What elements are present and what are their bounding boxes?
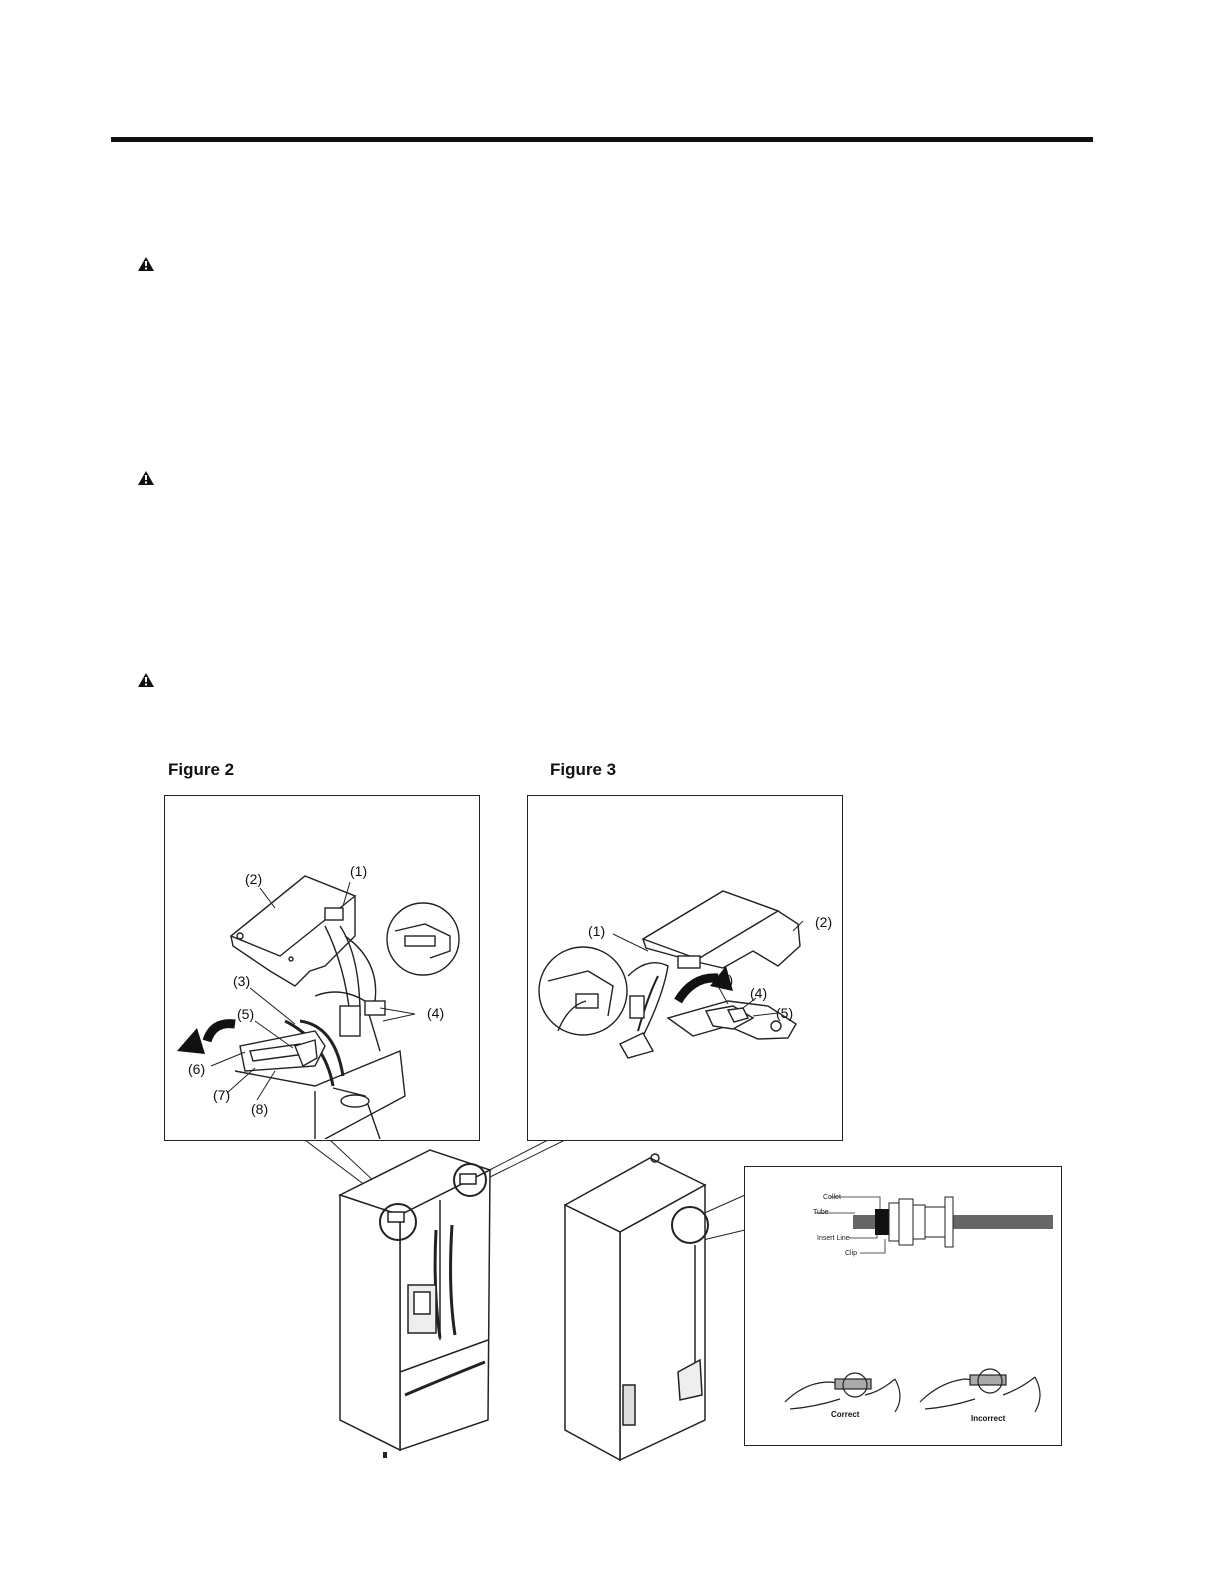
figure-3-illustration [528, 796, 841, 1139]
fig3-callout-3: (3) [716, 972, 734, 988]
correct-hands-illustration [785, 1373, 900, 1412]
fig2-callout-6: (6) [188, 1061, 206, 1077]
clip-label: Clip [845, 1250, 858, 1257]
correct-label: Correct [831, 1410, 860, 1419]
fig2-callout-4: (4) [427, 1005, 445, 1021]
figure-3-label: Figure 3 [550, 760, 617, 779]
rear-refrigerator [565, 1154, 708, 1460]
fig2-callout-2: (2) [245, 871, 263, 887]
figure-2-label: Figure 2 [168, 760, 235, 779]
tube-label: Tube [813, 1209, 829, 1216]
figure-2-illustration [165, 796, 478, 1139]
fig2-callout-5: (5) [237, 1006, 255, 1022]
figure-3-panel [527, 795, 843, 1141]
detail-panel [744, 1166, 1062, 1446]
fig2-callout-7: (7) [213, 1087, 231, 1103]
figure-2-panel [164, 795, 480, 1141]
fig2-callout-1: (1) [350, 863, 368, 879]
incorrect-hands-illustration [920, 1369, 1040, 1412]
incorrect-label: Incorrect [971, 1414, 1006, 1423]
tube-fitting-detail [745, 1167, 1060, 1444]
insert-line-label: Insert Line [817, 1235, 850, 1242]
fig3-callout-2: (2) [815, 914, 833, 930]
fig3-callout-1: (1) [588, 923, 606, 939]
fig2-callout-3: (3) [233, 973, 251, 989]
fig2-callout-8: (8) [251, 1101, 269, 1117]
front-refrigerator [340, 1150, 490, 1458]
fig3-callout-5: (5) [776, 1005, 794, 1021]
collet-label: Collet [823, 1194, 841, 1201]
fig3-callout-4: (4) [750, 985, 768, 1001]
